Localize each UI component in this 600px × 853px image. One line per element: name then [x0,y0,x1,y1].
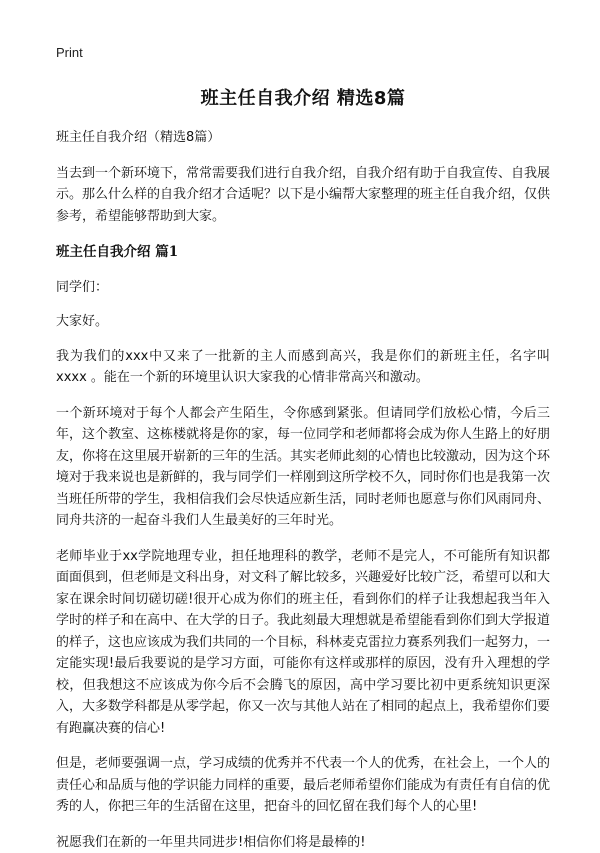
document-subtitle: 班主任自我介绍（精选8篇） [56,127,550,149]
document-title: 班主任自我介绍 精选8篇 [56,87,550,111]
body-paragraph: 老师毕业于xx学院地理专业，担任地理科的教学，老师不是完人，不可能所有知识都面面俱到，但老师是文科出身，对文科了解比较多，兴趣爱好比较广泛，希望可以和大家在课余时间切磋切磋!很开心成为你们的班主任，看到你们的样子让我想起我当年入学时的样子和在高中、在大学的日子。我此刻最大理想就是希望能看到你们到大学报道的样子，这也应该成为我们共同的一个目标，科林麦克雷拉力赛系列我们一起努力，一定能实现!最后我要说的是学习方面，可能你有这样或那样的原因，没有升入理想的学校，但我想这不应该成为你今后不会腾飞的原因，高中学习要比初中更系统知识更深入，大多数学科都是从零学起，你又一次与其他人站在了相同的起点上，我希望你们要有跑赢决赛的信心! [56,546,550,740]
section-heading: 班主任自我介绍 篇1 [56,242,550,264]
intro-paragraph: 当去到一个新环境下，常常需要我们进行自我介绍，自我介绍有助于自我宣传、自我展示。那么什么样的自我介绍才合适呢？以下是小编帮大家整理的班主任自我介绍，仅供参考，希望能够帮助到大家。 [56,163,550,228]
hello-paragraph: 大家好。 [56,311,550,333]
greeting-paragraph: 同学们： [56,277,550,299]
closing-paragraph: 祝愿我们在新的一年里共同进步!相信你们将是最棒的! [56,832,550,853]
body-paragraph: 我为我们的xxx中又来了一批新的主人而感到高兴，我是你们的新班主任，名字叫xxxx 。能在一个新的环境里认识大家我的心情非常高兴和激动。 [56,346,550,389]
body-paragraph: 但是，老师要强调一点，学习成绩的优秀并不代表一个人的优秀，在社会上，一个人的责任心和品质与他的学识能力同样的重要，最后老师希望你们能成为有责任有自信的优秀的人，你把三年的生活留在这里，把奋斗的回忆留在我们每个人的心里! [56,753,550,818]
body-paragraph: 一个新环境对于每个人都会产生陌生，令你感到紧张。但请同学们放松心情，今后三年，这个教室、这栋楼就将是你的家，每一位同学和老师都将会成为你人生路上的好朋友，你将在这里展开崭新的三年的生活。其实老师此刻的心情也比较激动，因为这个环境对于我来说也是新鲜的，我与同学们一样刚到这所学校不久，同时你们也是我第一次当班任所带的学生，我相信我们会尽快适应新生活，同时老师也愿意与你们风雨同舟、同舟共济的一起奋斗我们人生最美好的三年时光。 [56,403,550,532]
print-link[interactable]: Print [56,45,83,61]
